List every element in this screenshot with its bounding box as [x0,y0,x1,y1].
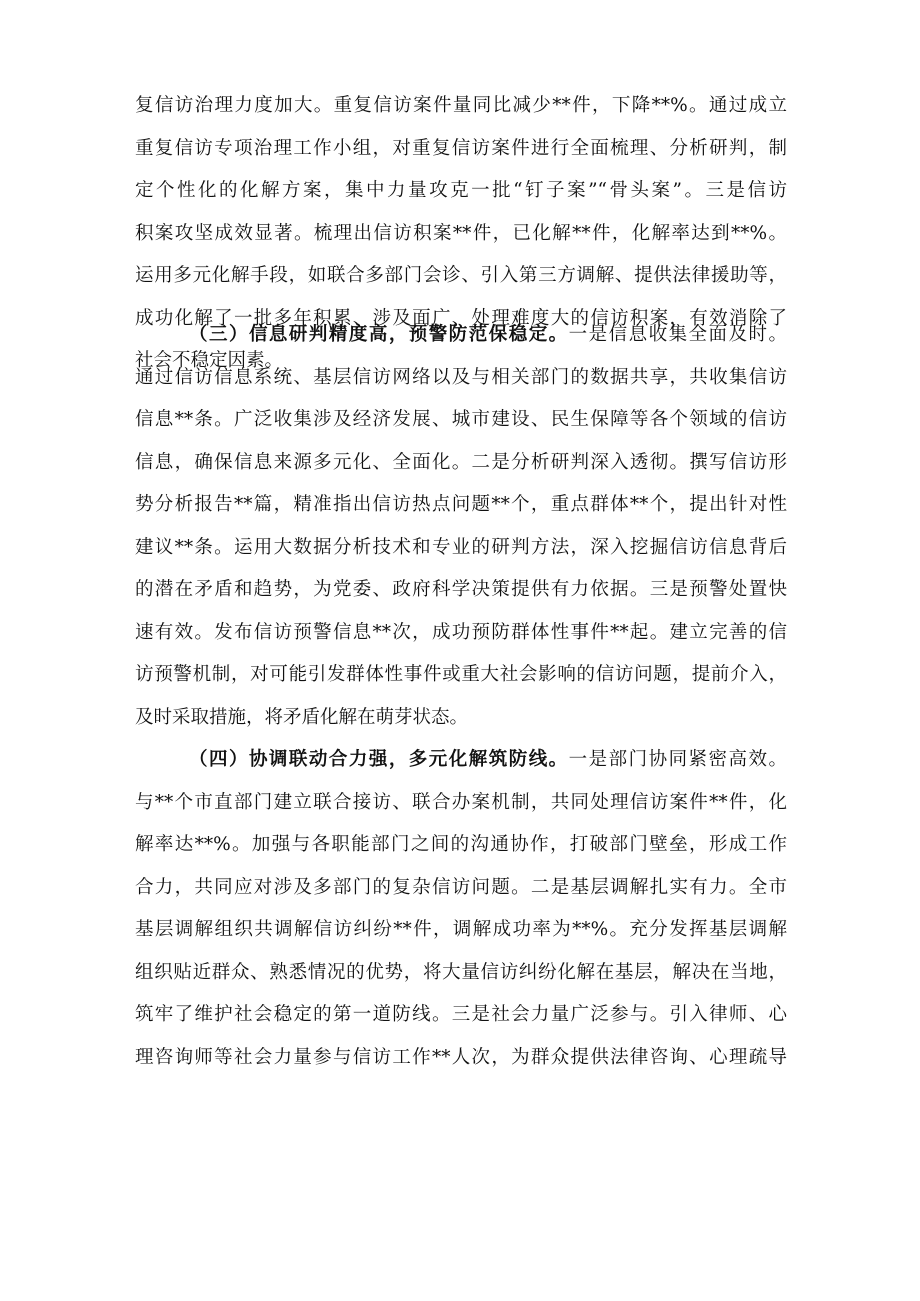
text-line: 合力，共同应对涉及多部门的复杂信访问题。二是基层调解扎实有力。全市 [135,876,787,898]
section-first-line [135,739,787,782]
text-line: 信息，确保信息来源多元化、全面化。二是分析研判深入透彻。撰写信访形 [135,451,787,473]
text-line: 建议**条。运用大数据分析技术和专业的研判方法，深入挖掘信访信息背后 [135,536,787,558]
text-line: 重复信访专项治理工作小组，对重复信访案件进行全面梳理、分析研判，制 [135,137,787,159]
text-line: 及时采取措施，将矛盾化解在萌芽状态。 [135,706,469,728]
text-line: 与**个市直部门建立联合接访、联合办案机制，共同处理信访案件**件，化 [135,791,787,813]
text-line: 积案攻坚成效显著。梳理出信访积案**件，已化解**件，化解率达到**%。 [135,222,787,244]
text-line: 通过信访信息系统、基层信访网络以及与相关部门的数据共享，共收集信访 [135,366,787,388]
section-four-paragraph [135,739,787,1079]
text-line: 筑牢了维护社会稳定的第一道防线。三是社会力量广泛参与。引入律师、心 [135,1004,787,1025]
text-line: 成功化解了一批多年积累、涉及面广、处理难度大的信访积案，有效消除了 [135,307,787,329]
text-line: 组织贴近群众、熟悉情况的优势，将大量信访纠纷化解在基层，解决在当地， [135,961,787,983]
section-three-paragraph [135,314,787,739]
main-body [135,314,787,1079]
text-line: 理咨询师等社会力量参与信访工作**人次，为群众提供法律咨询、心理疏导 [135,1046,787,1068]
text-line: 速有效。发布信访预警信息**次，成功预防群体性事件**起。建立完善的信 [135,621,787,643]
text-line: 复信访治理力度加大。重复信访案件量同比减少**件，下降**%。通过成立 [135,95,787,116]
text-line: 信息**条。广泛收集涉及经济发展、城市建设、民生保障等各个领域的信访 [135,409,787,430]
text-line: 定个性化的化解方案，集中力量攻克一批“钉子案”“骨头案”。三是信访 [135,180,787,201]
section-heading: （三）信息研判精度高，预警防范保稳定。 [189,324,569,345]
section-heading: （四）协调联动合力强，多元化解筑防线。 [189,749,569,770]
text-line: 访预警机制，对可能引发群体性事件或重大社会影响的信访问题，提前介入， [135,664,787,685]
text-line: 的潜在矛盾和趋势，为党委、政府科学决策提供有力依据。三是预警处置快 [135,579,787,600]
text-line: 解率达**%。加强与各职能部门之间的沟通协作，打破部门壁垒，形成工作 [135,834,787,855]
text-line: 运用多元化解手段，如联合多部门会诊、引入第三方调解、提供法律援助等， [135,265,787,286]
section-first-line-text: 一是信息收集全面及时。 [568,324,787,345]
section-first-line [135,314,787,357]
text-line: 社会不稳定因素。 [135,350,284,371]
text-line: 基层调解组织共调解信访纠纷**件，调解成功率为**%。充分发挥基层调解 [135,919,787,940]
section-first-line-text: 一是部门协同紧密高效。 [568,749,787,770]
text-line: 势分析报告**篇，精准指出信访热点问题**个，重点群体**个，提出针对性 [135,494,787,515]
